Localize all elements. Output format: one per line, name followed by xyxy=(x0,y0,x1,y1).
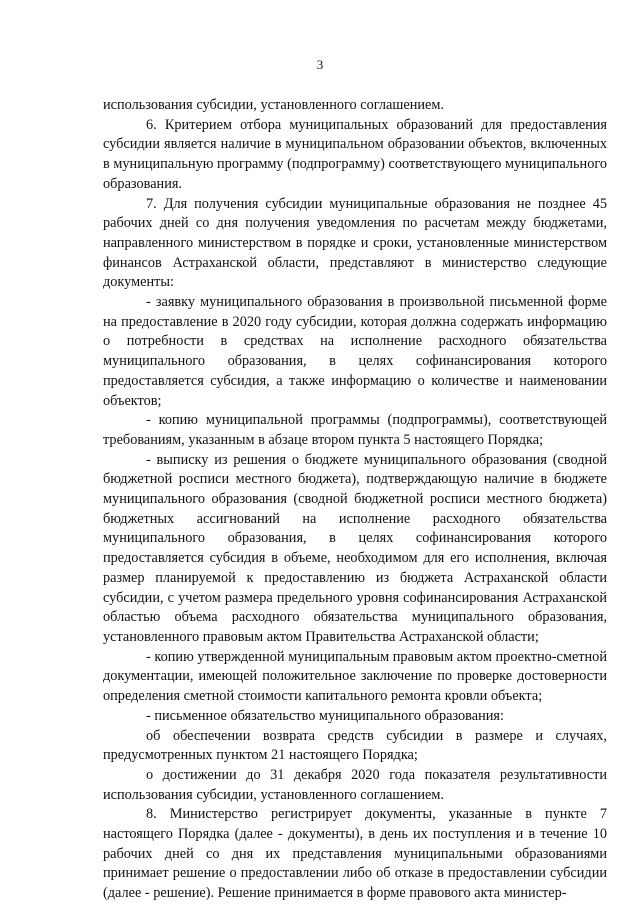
list-item: - письменное обязательство муниципального образования: xyxy=(146,707,504,724)
paragraph: 8. Министерство регистрирует документы, указанные в пункте 7 настоящего Порядка (далее - документы), в день их поступления и в течение 10 рабочих дней со дня их представления муниципальными образованиями принимает решение о предоставлении либо об отказе в предоставлении субсидии (далее - решение). Решение принимается в форме правового акта министер- xyxy=(103,806,607,902)
paragraph: об обеспечении возврата средств субсидии в размере и случаях, предусмотренных пунктом 21 настоящего Порядка; xyxy=(103,727,607,764)
paragraph: 6. Критерием отбора муниципальных образований для предоставления субсидии является наличие в муниципальном образовании объектов, включенных в муниципальную программу (подпрограмму) соответствующего муниципального образования. xyxy=(103,116,607,192)
list-item: - копию утвержденной муниципальным правовым актом проектно-сметной документации, имеющей положительное заключение по проверке достоверности определения сметной стоимости капитального ремонта кровли объекта; xyxy=(103,648,607,705)
paragraph: о достижении до 31 декабря 2020 года показателя результативности использования субсидии, установленного соглашением. xyxy=(103,766,607,803)
list-item: - копию муниципальной программы (подпрограммы), соответствующей требованиям, указанным в абзаце втором пункта 5 настоящего Порядка; xyxy=(103,412,607,448)
page-number: 3 xyxy=(316,57,324,72)
paragraph: 7. Для получения субсидии муниципальные образования не позднее 45 рабочих дней со дня получения уведомления по расчетам между бюджетами, направленного министерством в порядке и сроки, установленные министерством финансов Астраханской области, представляют в министерство следующие документы: xyxy=(103,195,607,291)
paragraph: использования субсидии, установленного соглашением. xyxy=(103,97,444,113)
document-body xyxy=(103,96,607,904)
list-item: - выписку из решения о бюджете муниципального образования (сводной бюджетной росписи местного бюджета), подтверждающую наличие в бюджете муниципального образования (сводной бюджетной росписи местного бюджета) бюджетных ассигнований на исполнение расходного обязательства муниципального образования, в целях софинансирования которого предоставляется субсидия в объеме, необходимом для его исполнения, включая размер планируемой к предоставлению из бюджета Астраханской области субсидии, с учетом размера предельного уровня софинансирования Астраханской областью объема расходного обязательства муниципального образования, установленного правовым актом Правительства Астраханской области; xyxy=(103,451,607,645)
list-item: - заявку муниципального образования в произвольной письменной форме на предоставление в 2020 году субсидии, которая должна содержать информацию о потребности в средствах на исполнение расходного обязательства муниципального образования, в целях софинансирования которого предоставляется субсидия, а также информацию о количестве и наименовании объектов; xyxy=(103,294,607,409)
